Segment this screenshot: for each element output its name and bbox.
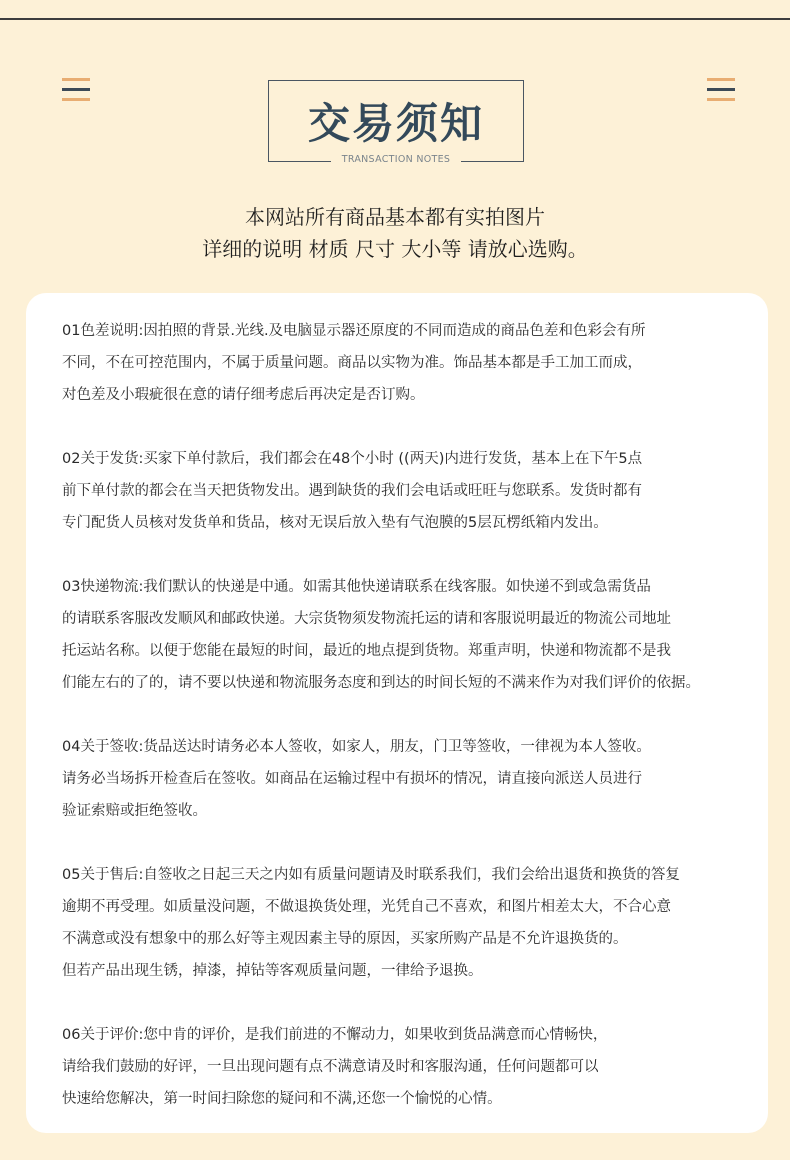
intro-line-1: 本网站所有商品基本都有实拍图片 — [245, 205, 545, 229]
note-line: 快速给您解决，第一时间扫除您的疑问和不满,还您一个愉悦的心情。 — [62, 1091, 502, 1107]
title-frame — [268, 80, 524, 165]
notes-card — [26, 293, 768, 1133]
page-subtitle: TRANSACTION NOTES — [331, 154, 461, 165]
note-review — [62, 1019, 762, 1115]
note-line: 不同，不在可控范围内，不属于质量问题。商品以实物为准。饰品基本都是手工加工而成， — [62, 355, 642, 371]
note-line: 的请联系客服改发顺风和邮政快递。大宗货物须发物流托运的请和客服说明最近的物流公司地址 — [62, 611, 671, 627]
note-line: 专门配货人员核对发货单和货品，核对无误后放入垫有气泡膜的5层瓦楞纸箱内发出。 — [62, 515, 608, 531]
note-line: 不满意或没有想象中的那么好等主观因素主导的原因，买家所购产品是不允许退换货的。 — [62, 931, 628, 947]
page-title: 交易须知 — [307, 99, 484, 148]
note-line: 04关于签收:货品送达时请务必本人签收，如家人，朋友，门卫等签收，一律视为本人签收。 — [62, 739, 651, 755]
subtitle-divider-left — [289, 161, 327, 162]
note-line: 02关于发货:买家下单付款后，我们都会在48个小时 ((两天)内进行发货，基本上在下午5点 — [62, 451, 643, 467]
note-line: 但若产品出现生锈，掉漆，掉钻等客观质量问题，一律给予退换。 — [62, 963, 483, 979]
note-signing — [62, 731, 762, 827]
menu-icon-left — [62, 78, 90, 104]
intro-line-2: 详细的说明 材质 尺寸 大小等 请放心选购。 — [202, 237, 588, 261]
note-line: 03快递物流:我们默认的快递是中通。如需其他快递请联系在线客服。如快递不到或急需货品 — [62, 579, 651, 595]
note-after-sales — [62, 859, 762, 987]
note-line: 06关于评价:您中肯的评价，是我们前进的不懈动力，如果收到货品满意而心情畅快， — [62, 1027, 608, 1043]
note-line: 05关于售后:自签收之日起三天之内如有质量问题请及时联系我们，我们会给出退货和换货的答复 — [62, 867, 680, 883]
note-shipping — [62, 443, 762, 539]
subtitle-divider-right — [465, 161, 503, 162]
note-line: 请务必当场拆开检查后在签收。如商品在运输过程中有损坏的情况，请直接向派送人员进行 — [62, 771, 642, 787]
note-line: 01色差说明:因拍照的背景.光线.及电脑显示器还原度的不同而造成的商品色差和色彩会有所 — [62, 323, 646, 339]
note-color-difference — [62, 315, 762, 411]
menu-icon-right — [707, 78, 735, 104]
note-line: 逾期不再受理。如质量没问题，不做退换货处理，光凭自己不喜欢，和图片相差太大，不合心意 — [62, 899, 671, 915]
note-line: 前下单付款的都会在当天把货物发出。遇到缺货的我们会电话或旺旺与您联系。发货时都有 — [62, 483, 642, 499]
note-line: 们能左右的了的，请不要以快递和物流服务态度和到达的时间长短的不满来作为对我们评价的依据。 — [62, 675, 700, 691]
note-line: 验证索赔或拒绝签收。 — [62, 803, 207, 819]
note-line: 托运站名称。以便于您能在最短的时间，最近的地点提到货物。郑重声明，快递和物流都不是我 — [62, 643, 671, 659]
subtitle-row — [269, 154, 523, 170]
top-divider — [0, 18, 790, 20]
note-line: 对色差及小瑕疵很在意的请仔细考虑后再决定是否订购。 — [62, 387, 425, 403]
note-courier — [62, 571, 762, 699]
note-line: 请给我们鼓励的好评，一旦出现问题有点不满意请及时和客服沟通，任何问题都可以 — [62, 1059, 599, 1075]
